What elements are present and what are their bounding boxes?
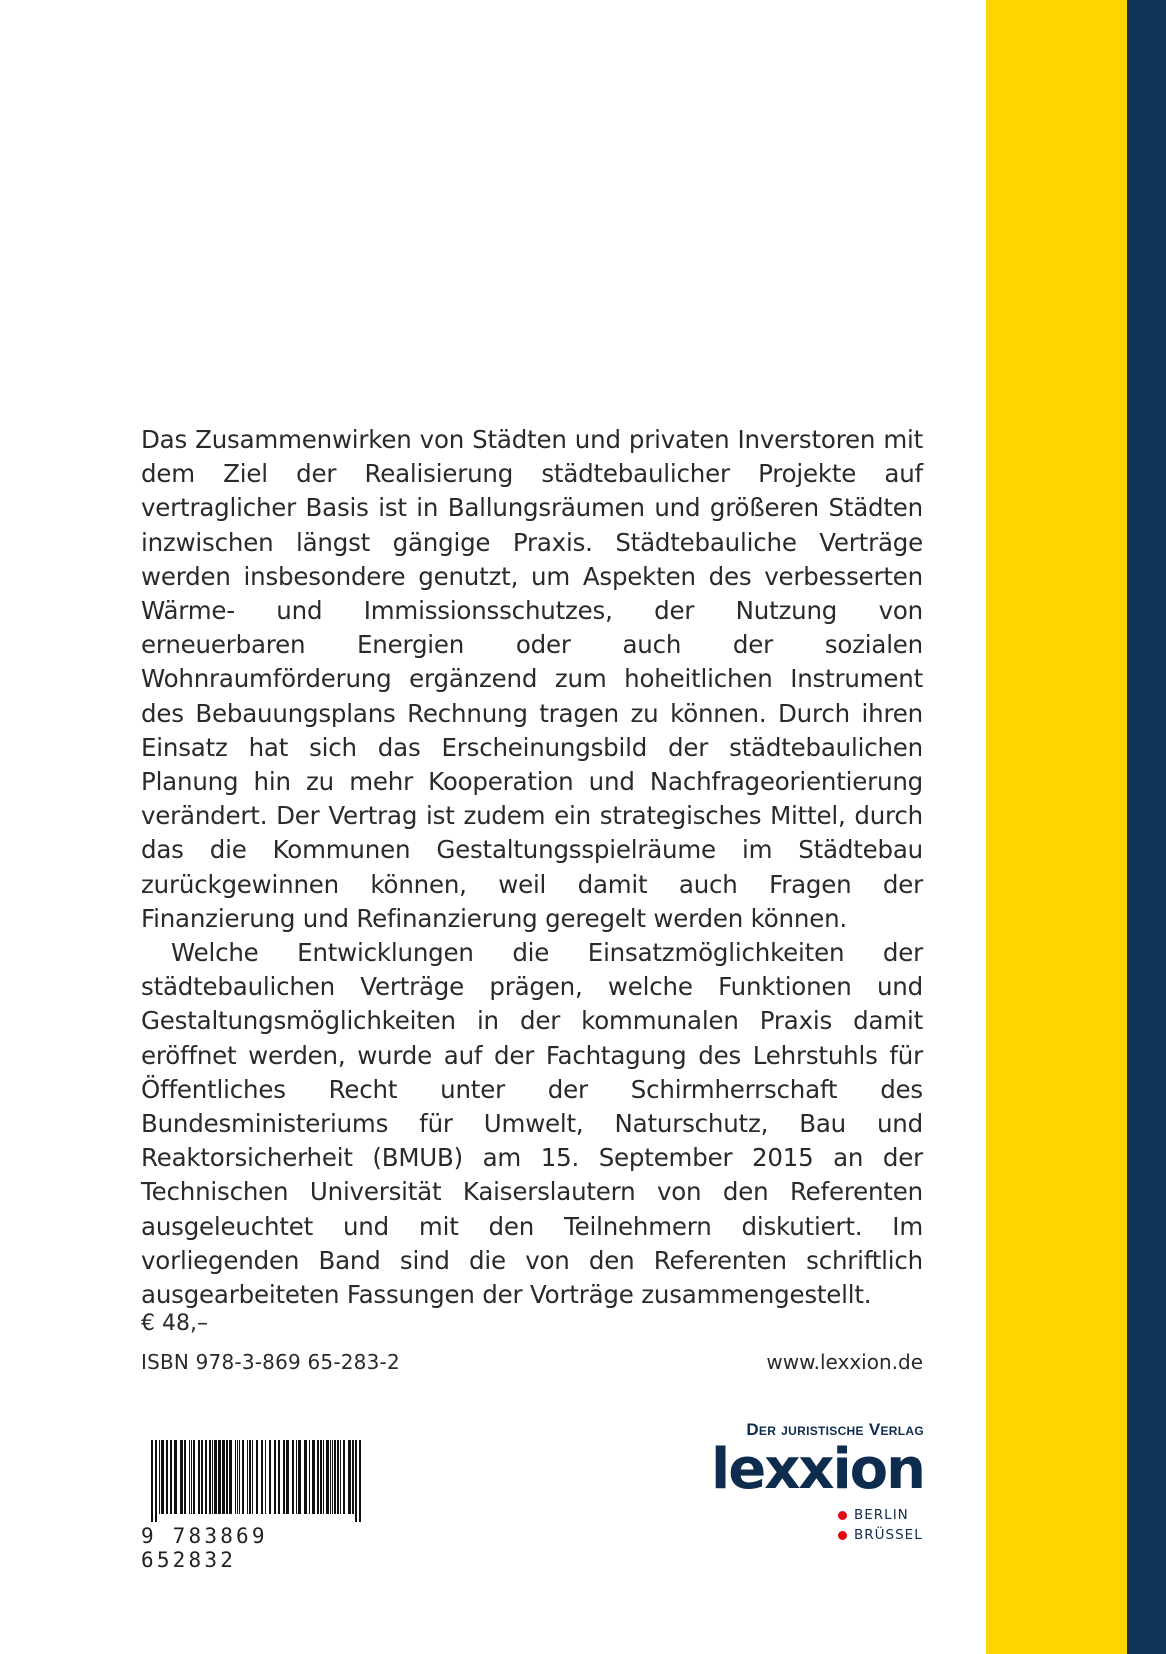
price-label: € 48,–	[141, 1311, 208, 1336]
city-item-bruessel	[838, 1525, 923, 1545]
navy-spine-stripe	[1127, 0, 1166, 1654]
barcode-bar	[184, 1440, 186, 1514]
yellow-spine-stripe	[986, 0, 1127, 1654]
isbn-label: ISBN 978-3-869 65-283-2	[141, 1350, 400, 1374]
barcode-bar	[191, 1440, 192, 1514]
barcode-guard-bar	[355, 1440, 357, 1522]
barcode-bar	[326, 1440, 329, 1514]
barcode-bar	[226, 1440, 228, 1514]
barcode-bar	[229, 1440, 232, 1514]
blurb-paragraph-1: Das Zusammenwirken von Städten und privaten Inverstoren mit dem Ziel der Realisierung städtebaulicher Projekte auf vertraglicher Basis ist in Ballungsräumen und größeren Städten inzwischen längst gängige Praxis. Städtebauliche Verträge werden insbesondere genutzt, um Aspekten des verbesserten Wärme- und Immissionsschutzes, der Nutzung von erneuerbaren Energien oder auch der sozialen Wohnraumförderung ergänzend zum hoheitlichen Instrument des Bebauungsplans Rechnung tragen zu können. Durch ihren Einsatz hat sich das Erscheinungsbild der städtebaulichen Planung hin zu mehr Kooperation und Nachfrageorientierung verändert. Der Vertrag ist zudem ein strategisches Mittel, durch das die Kommunen Gestaltungsspielräume im Städtebau zurückgewinnen können, weil damit auch Fragen der Finanzierung und Refinanzierung geregelt werden können.	[141, 425, 923, 933]
barcode-bar	[292, 1440, 294, 1514]
barcode-guard-bar	[359, 1440, 361, 1522]
barcode-bar	[286, 1440, 289, 1514]
blurb-paragraph-2: Welche Entwicklungen die Einsatzmöglichkeiten der städtebaulichen Verträge prägen, welche Funktionen und Gestaltungsmöglichkeiten in der kommunalen Praxis damit eröffnet werden, wurde auf der Fachtagung des Lehrstuhls für Öffentliches Recht unter der Schirmherrschaft des Bundesministeriums für Umwelt, Naturschutz, Bau und Reaktorsicherheit (BMUB) am 15. September 2015 an der Technischen Universität Kaiserslautern von den Referenten ausgeleuchtet und mit den Teilnehmern diskutiert. Im vorliegenden Band sind die von den Referenten schriftlich ausgearbeiteten Fassungen der Vorträge zusammengestellt.	[141, 938, 923, 1310]
barcode-bar	[205, 1440, 207, 1514]
barcode-bar	[278, 1440, 280, 1514]
barcode-bar	[330, 1440, 331, 1514]
barcode-bar	[170, 1440, 172, 1514]
barcode-bar	[201, 1440, 203, 1514]
barcode-bar	[193, 1440, 195, 1514]
barcode-bar	[166, 1440, 168, 1514]
barcode-bar	[218, 1440, 221, 1514]
barcode-guard-bar	[151, 1440, 153, 1522]
barcode-bar	[222, 1440, 225, 1514]
barcode-bar	[242, 1440, 244, 1514]
barcode-bar	[334, 1440, 336, 1514]
barcode-bar	[261, 1440, 263, 1514]
red-dot-icon	[838, 1511, 847, 1520]
barcode-bar	[312, 1440, 315, 1514]
barcode-bar	[247, 1440, 248, 1514]
barcode-bar	[320, 1440, 322, 1514]
barcode-bar	[304, 1440, 307, 1514]
barcode-bar	[159, 1440, 160, 1514]
barcode-bar	[249, 1440, 251, 1514]
barcode-bar	[265, 1440, 266, 1514]
barcode-bar	[269, 1440, 271, 1514]
barcode-bar	[237, 1440, 238, 1514]
barcode-bar	[317, 1440, 319, 1514]
barcode-bar	[252, 1440, 253, 1514]
publisher-website-link[interactable]: www.lexxion.de	[766, 1350, 923, 1374]
barcode-bar	[332, 1440, 333, 1514]
barcode-bar	[180, 1440, 183, 1514]
barcode-digits: 9 783869 652832	[141, 1524, 268, 1572]
barcode-bar	[298, 1440, 301, 1514]
publisher-logo-block	[680, 1420, 924, 1502]
barcode-bar	[212, 1440, 213, 1514]
back-cover-blurb	[141, 423, 923, 1312]
publisher-logo-wordmark: lexxion	[711, 1437, 924, 1502]
barcode-bar	[214, 1440, 217, 1514]
barcode-bar	[174, 1440, 177, 1514]
publisher-tagline: Der juristische Verlag	[746, 1420, 924, 1439]
barcode-bars	[141, 1440, 371, 1522]
barcode-bar	[256, 1440, 258, 1514]
red-dot-icon	[838, 1531, 847, 1540]
city-label: BRÜSSEL	[854, 1527, 923, 1543]
barcode-bar	[189, 1440, 190, 1514]
barcode-bar	[352, 1440, 354, 1514]
barcode-bar	[309, 1440, 310, 1514]
barcode-bar	[348, 1440, 351, 1514]
barcode-bar	[340, 1440, 341, 1514]
barcode-bar	[239, 1440, 240, 1514]
publisher-cities	[838, 1505, 923, 1545]
barcode-bar	[296, 1440, 297, 1514]
barcode-bar	[161, 1440, 164, 1514]
barcode-bar	[209, 1440, 211, 1514]
barcode-bar	[283, 1440, 285, 1514]
barcode-bar	[323, 1440, 324, 1514]
city-item-berlin	[838, 1505, 923, 1525]
barcode-bar	[198, 1440, 200, 1514]
barcode-guard-bar	[155, 1440, 157, 1522]
barcode-bar	[337, 1440, 339, 1514]
city-label: BERLIN	[854, 1507, 909, 1523]
barcode-bar	[235, 1440, 236, 1514]
barcode-bar	[343, 1440, 345, 1514]
barcode-bar	[274, 1440, 276, 1514]
